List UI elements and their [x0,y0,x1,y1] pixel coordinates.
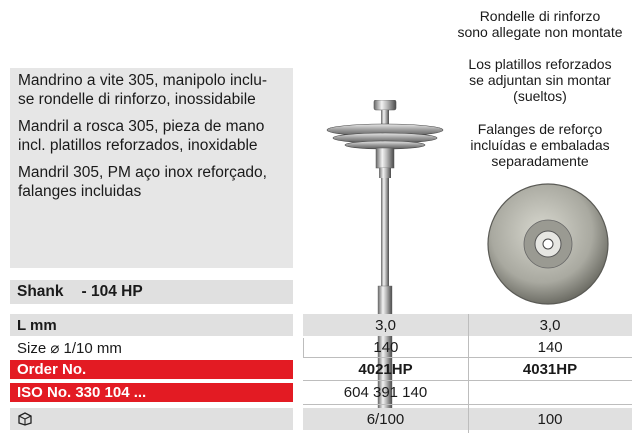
row-value-4031hp: 3,0 [468,314,632,336]
package-icon [17,412,33,426]
row-value-4021hp: 604 391 140 [343,384,428,401]
note-portuguese [445,121,635,169]
table-row-length [10,314,632,336]
table-row-order-no [10,360,632,379]
note-line: incluídas e embaladas [470,137,610,153]
shank-band [10,280,293,304]
note-line: (sueltos) [513,88,567,104]
description-line: Mandril 305, PM aço inox reforçado, [18,164,267,181]
row-value-4021hp: 6/100 [303,408,468,430]
description-line: Mandril a rosca 305, pieza de mano [18,118,265,135]
description-portuguese [18,164,285,201]
column-divider [468,314,469,433]
row-label: L mm [10,314,293,336]
disk-image [486,182,610,306]
note-line: Los platillos reforzados [468,56,612,72]
description-box [10,68,293,268]
description-line: falanges incluidas [18,182,142,200]
row-value-4031hp: 140 [537,339,563,356]
table-row-size [10,338,632,357]
description-line: Mandrino a vite 305, manipolo inclu- [18,72,267,89]
row-value-4031hp [468,383,632,402]
description-line: incl. platillos reforzados, inoxidable [18,136,258,154]
row-value-4021hp: 3,0 [303,314,468,336]
row-value-4021hp: 4021HP [358,361,413,378]
note-line: separadamente [491,153,589,169]
row-label: Order No. [10,360,293,379]
row-label [10,408,293,430]
shank-value: - 104 HP [81,283,143,300]
note-italian [445,8,635,40]
table-row-packaging [10,408,632,430]
note-line: Rondelle di rinforzo [479,8,601,24]
shank-label: Shank [17,283,64,300]
note-line: se adjuntan sin montar [469,72,611,88]
row-label: ISO No. 330 104 ... [10,383,293,402]
note-line: sono allegate non montate [457,24,623,40]
row-value-4021hp: 140 [303,338,469,357]
row-value-4031hp: 4031HP [522,361,578,378]
description-italian [18,72,285,109]
description-spanish [18,118,285,155]
table-row-iso-no [10,383,632,402]
row-value-4031hp: 100 [468,408,632,430]
description-line: se rondelle di rinforzo, inossidabile [18,90,256,108]
row-label: Size ⌀ 1/10 mm [17,339,122,357]
note-spanish [445,56,635,104]
note-line: Falanges de reforço [477,121,603,137]
